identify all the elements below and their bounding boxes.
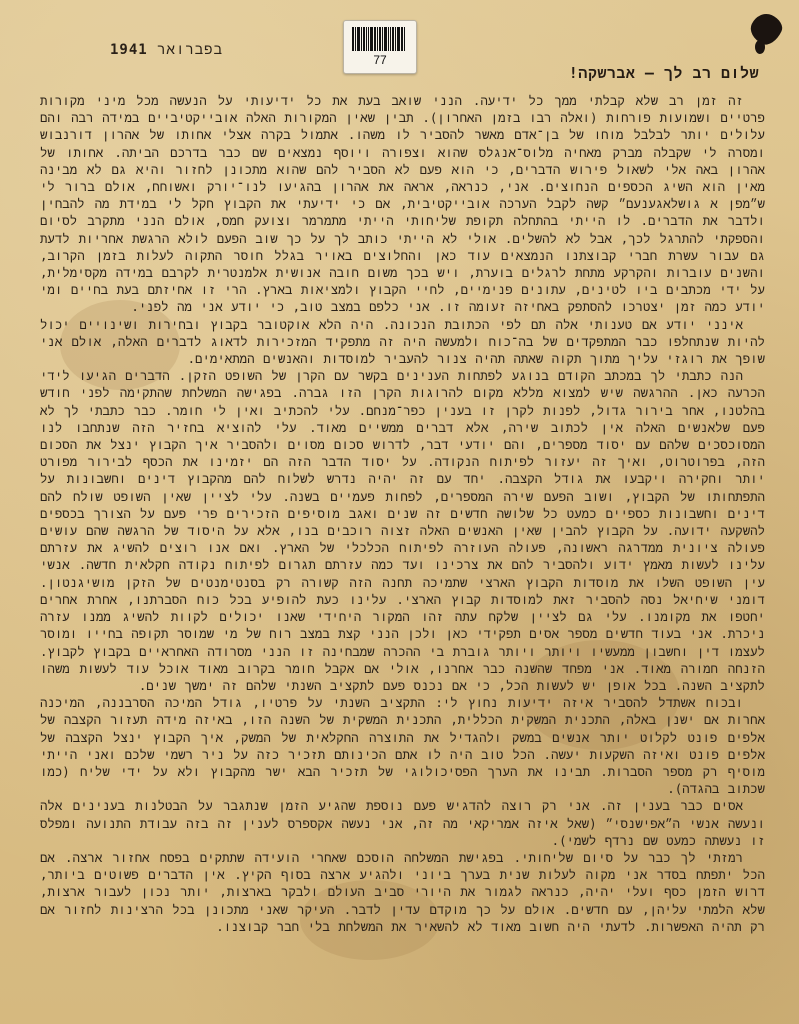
barcode-icon	[352, 27, 408, 51]
date-year: 1941	[110, 42, 148, 58]
date-month: בפברואר	[157, 42, 223, 58]
letter-body	[40, 92, 765, 1016]
torn-corner-hole	[755, 40, 765, 54]
archive-label-number: 77	[373, 53, 387, 67]
letter-paragraph: אינני יודע אם טענותי אלה תם לפי הכתובת הנכונה. היה הלא אוקטובר בקבוץ ובחירות ושינויים יכול להיות שנתחלפו כבר המתפקדים של בה־כוח ולמעשה היה זה מתפקיד המזכירות לדאוג לדברים האלה, אולם אני שופך את רוגזי עליך מתוך תקוה שאתה תהיה צנור להעביר למוסדות והאנשים המתאימים.	[40, 316, 765, 367]
letter-paragraph: אסים כבר בענין זה. אני רק רוצה להדגיש פעם נוספת שהגיע הזמן שנתגבר על הבטלנות בענינים אלה ונעשה אנשי ה״אפישנסי״ (שאל איזה אמריקאי מה זה, אני נעשה אקספרס לענין זה בזה עבודת התנועה ומפלס זו נעשתה כמעט שם נרדף לשמי).	[40, 798, 765, 848]
letter-date	[110, 42, 223, 59]
letter-paragraph: ובכוח אשתדל להסביר איזה ידיעות נחוץ לי: התקציב השנתי על פרטיו, גודל המיכה הסרבננה, המיכנה אחרות אם ישנן באלה, התכנית המשקית הכללית, התכנית המשקית של השנה הזו, באיזה מידה תעזור הקצבה של אלפים פונט לקלוט יותר אנשים במשק ולהגדיל את התוצרה החקלאית של המשק, איך הקבוץ ינצל הקצבה של אלפים פונט ואיזה השקעות יעשה. הכל טוב היה לו אתם הכינותם תזכיר כזה על ניר רשמי שלכם ואני הייתי מוסיף רק מספר הסברות. תבינו את הערך הפסיכולוגי של תזכיר הבא ישר מהקבוץ ולא על ידי שליח (כמו שכתוב בהגדה).	[40, 695, 765, 797]
letter-greeting: שלום רב לך – אברשקה!	[568, 64, 759, 82]
letter-paragraph: זה זמן רב שלא קבלתי ממך כל ידיעה. הנני שואב בעת את כל ידיעותי על הנעשה מכל מיני מקורות פרטיים ושמועות פורחות (ואלה רבו בזמן האחרון). תבין שאין המקורות האלה אובייקטיביים במידה רבה והם עלולים יותר לבלבל מוחו של בן־אדם מאשר להסביר לו משהו. אתמול בקרה אצלי אחותו של אהרון דורנבוש ומסרה לי שקבלה מברק מאחיה מלוס־אנגלס שהוא וצפורה ויוסף נמצאים שם כבר בדרכם הביתה. אחותו של אהרון באה אלי לשאול פירוש הדברים, כי הוא פעם לא הסביר להם שהוא מתכונן לחזור והיא גם לא מבינה מאין הוא השיג הכספים הנחוצים. אני, כנראה, אראה את אהרון בהגיעו לנו־יורק ואשוחח, אולם ברור לי ש״מפן א גושלאגענעם״ קשה לקבל הערכה אובייקטיבית, אם כי ידיעתי את הקבוץ חקל לי במידת מה להבחין ולדבר את הדברים. לו הייתי בהתחלה תקופת שליחותי הייתי מתמרמר וצועק חמס, אולם הנני מתקרב לסיום והספקתי להתרגל לכך, אבל לא להשלים. אולי לא הייתי כותב לך על כך שוב הפעם לולא הרגשת אחריות לדעת גם עבור עשרת חברי קבוצתנו הנמצאים עוד כאן והחלוצים באויר בגלל חוסר התקוה לעלות בזמן הקרוב, והשנים עוברות והקרקע מתחת לרגלים בוערת, ויש בכך משום חובה אנושית אלמנטרית לקרבם במידה מקסימלית, על ידי מכתבים ביו לטינים, עתונים פנימיים, לחיי הקבוץ ולמציאות בארץ. הרי זו אחיזתם בעת בחיים ומי יודע כמה זמן יצטרכו להסתפק באחיזה זעומה זו. אני כלפם במצב טוב, כי יודע אני מה לפני.	[40, 93, 765, 315]
torn-corner-hole	[746, 9, 786, 49]
letter-paragraph: הנה כתבתי לך במכתב הקודם בנוגע לפתחות הענינים בקשר עם הקרן של השופט הזקן. הדברים הגיעו לידי הכרעה כאן. ההרגשה שיש למצוא מללא מקום להרוגות הקרן הזו גברה. בפגישה המשלחת שהתקימה לפני חודש בהלטנו, אחר בירור גדול, לפנות לקרן זו בענין כפר־מנחם. עלי להכתיב ואין לי חומר. כבר כתבתי לך לא פעם שלאנשים האלה אין לכתוב שירה, אלא דברים ממשיים מאוד. עלי להוציא בחזיר הזה שנתחבו לנו המסוכסכים שלהם עם יסוד מספרים, והם יודעי דבר, לדרוש סכום מסוים ולהסביר איך הקבוץ ינצל את הסכום הזה, בפרוטרוט, ואיך זה יעזור לפיתוח הנקודה. על יסוד הדבר הזה הם יזמינו את הכסף לבירור מפורט יותר וחקירה ויקבעו את גודל הקצבה. יחד עם זה יהיה נדרש לשלוח להם מהקבוץ דינים וחשבונות על התפתחותו של הקבוץ, ושוב הפעם שירה המספרים, לפחות פעמיים בשנה. עלי לציין שאין השופט שולח להם דינים וחשבונות כספיים כמעט כל שלושה חדשים זה שנים ואגב מוסיפים הזכירים פרי פעם על הצורך בכספים להשקעה ידועה. על הקבוץ להבין שאין האנשים האלה זצוה רוכבים בנו, אלא על היסוד של הרגשה שהם עושים פעולה ציונית ממדרגה ראשונה, פעולה העוזרה לפיתוח הכלכלי של הארץ. ואם אנו רוצים להשיג את עזרתם עלינו לעשות מאמץ ידוע ולהסביר להם את צרכינו ועד כמה עזרתם תגרום לפיתוח נקודה חקלאית חדשה. אנשי עין השופט השלו את מוסדות הקבוץ הארצי שתמיכה תחנה הזה קשורה רק בסנטימנטים של הזקן מושיגנטון. דומני שיחיאל נסה להסביר זאת למוסדות קבוץ הארצי. עלינו כעת להופיע בכל כוח הסברתנו, אחרת אחרים יחטפו את מקומנו. עלי גם לציין שלקח עתה זהו המקור היחידי שאנו יכולים לקוות להשיג ממנו עזרה ניכרת. אני בעוד חדשים מספר אסים תפקידי כאן ולכן הנני קצת במצב רוח של מי שמוסר תקופה בחייו ומוסר לעצמו דין וחשבון ממעשיו ויותר ויותר גוברת בי ההכרה שמבחינה זו הנני מסרודה האחראיים בקבוץ לקבוץ. הזנחה חמורה מאוד. אני מפחד שהשנה כבר אחרנו, אולי אם אקבל חומר בקרוב מאוד אוכל עוד לעשות משהו לתקציב השנה. בכל אופן יש לעשות הכל, כי אם נכנס פעם לתקציב השנתי שלהם זה ימשך שנים.	[40, 368, 765, 693]
archive-label	[343, 20, 417, 74]
letter-paragraph: רמזתי לך כבר על סיום שליחותי. בפגישת המשלחה הוסכם שאחרי הועידה שתתקים בפסח אחזור ארצה. אם הכל יתפתח בסדר אני מקוה לעלות שנית בערך ביוני ולהגיע ארצה בסוף הקיץ. אין הדברים פשוטים ביותר, דרוש הזמן כסף ועלי יהיה, כנראה לגמור את היורי סביב העולם ולבקר בארצות, יותר נכון לעבור ארצות, שלא הלמתי עליהן, עם חדשים. אולם על כך מוקדם עדין לדבר. העיקר שאני מתכונן בכל הרצינות לחזור אם רק תהיה האפשרות. לדעתי היה חשוב מאוד לא להשאיר את המשלחת בלי חבר קבוצנו.	[40, 849, 765, 934]
